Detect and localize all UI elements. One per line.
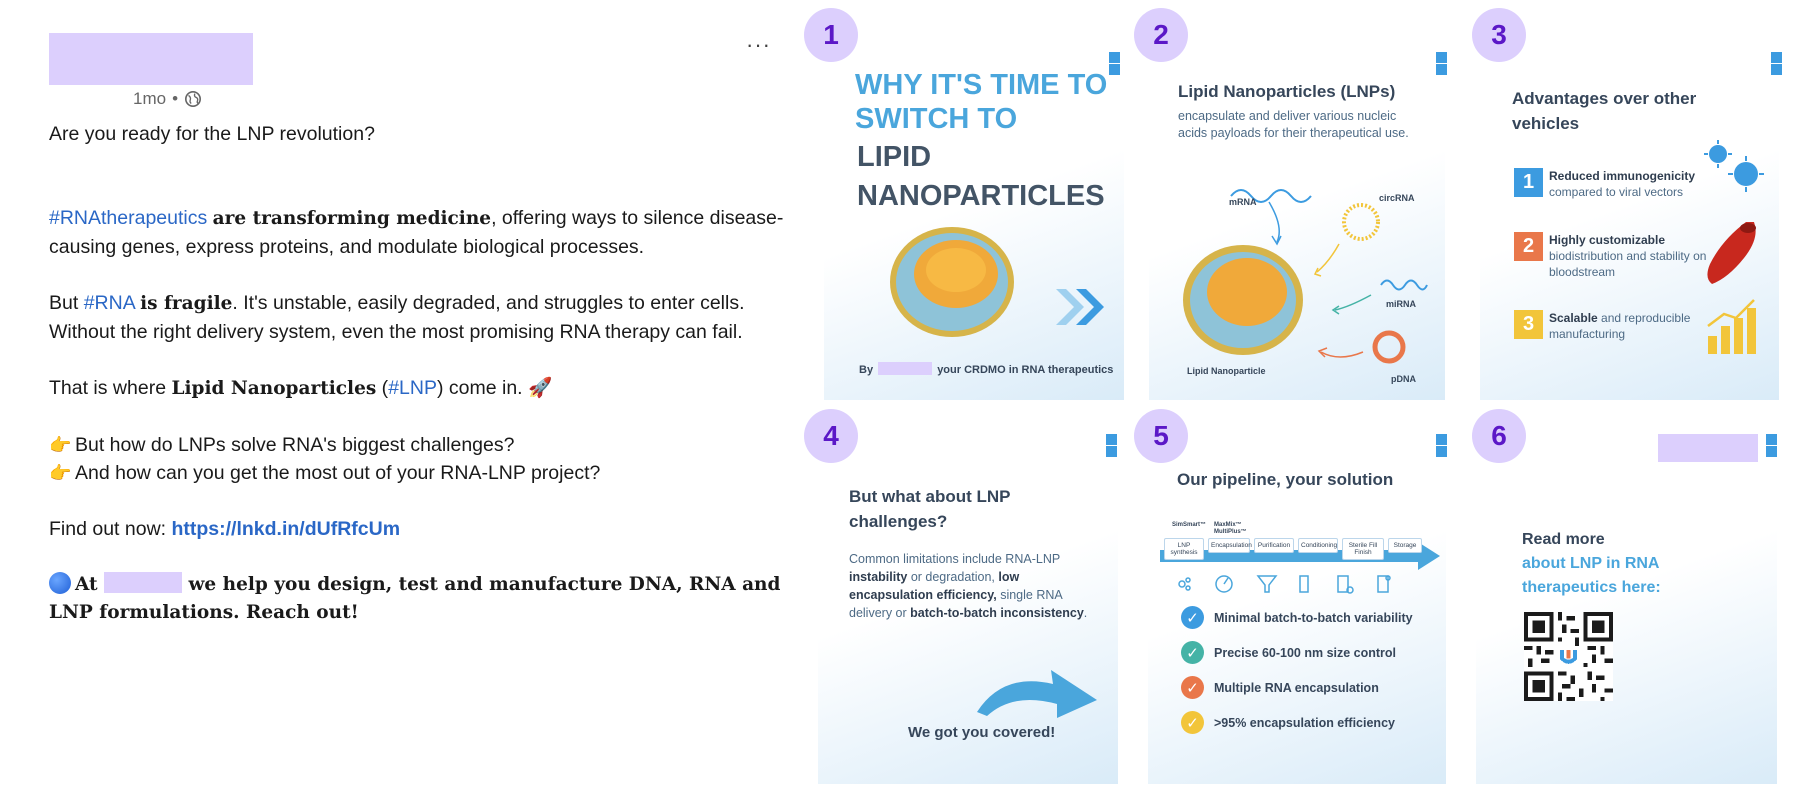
slide4-title: But what about LNP challenges? xyxy=(849,487,1011,531)
growth-chart-icon xyxy=(1706,296,1760,356)
post-body xyxy=(49,120,789,627)
pipeline-stage: Encapsulation xyxy=(1208,538,1250,553)
byline-suffix: your CRDMO in RNA therapeutics xyxy=(937,364,1114,376)
advantage-bold: Highly customizable xyxy=(1549,233,1666,247)
post-time: 1mo xyxy=(133,89,167,108)
slide4-description xyxy=(849,550,1094,622)
post-intro: Are you ready for the LNP revolution? xyxy=(49,123,375,145)
para3-bold: Lipid Nanoparticles xyxy=(171,378,377,399)
chevrons-right-icon xyxy=(1054,287,1109,327)
slide-number-5[interactable]: 5 xyxy=(1134,409,1188,463)
slide5-title: Our pipeline, your solution xyxy=(1177,470,1394,489)
check-icon: ✓ xyxy=(1181,676,1204,699)
para3-lead: That is where xyxy=(49,377,172,399)
corner-marker xyxy=(1436,434,1447,445)
check-icon: ✓ xyxy=(1181,606,1204,629)
label-circrna: circRNA xyxy=(1379,193,1415,203)
slide1-headline-navy: LIPID NANOPARTICLES xyxy=(857,141,1105,212)
corner-marker xyxy=(1766,446,1777,457)
slide3-title: Advantages over other vehicles xyxy=(1512,89,1697,133)
para1-text: , offering ways to silence disease-causing genes, express proteins, and modulate biological processes. xyxy=(49,207,784,258)
slide2-description: encapsulate and deliver various nucleic acids payloads for their therapeutical use. xyxy=(1178,109,1409,140)
para2-bold: is fragile xyxy=(140,293,233,314)
closing-at: At xyxy=(75,574,98,595)
carousel-slide-5[interactable] xyxy=(1148,430,1446,784)
post-find xyxy=(49,515,789,543)
advantage-number-badge: 2 xyxy=(1514,232,1543,261)
advantage-desc: and reproducible manufacturing xyxy=(1549,311,1691,341)
corner-marker xyxy=(1436,64,1447,75)
bullet1-text: But how do LNPs solve RNA's biggest challenges? xyxy=(75,434,515,456)
pipeline-check-row xyxy=(1181,606,1413,629)
curved-arrow-icon xyxy=(973,662,1103,722)
para3-open: ( xyxy=(376,377,389,399)
advantage-bold: Reduced immunogenicity xyxy=(1549,169,1696,183)
payload-arrows xyxy=(1149,52,1445,400)
pointing-hand-icon: 👉 xyxy=(49,463,72,483)
hashtag-rna[interactable]: #RNA xyxy=(83,292,135,314)
pipeline-stage: Storage xyxy=(1388,538,1422,553)
desc-bold: batch-to-batch inconsistency xyxy=(910,606,1084,620)
company-redacted xyxy=(104,572,182,593)
desc-part: Common limitations include RNA-LNP xyxy=(849,552,1060,566)
blue-circle-icon xyxy=(49,572,71,594)
slide4-covered: We got you covered! xyxy=(908,724,1056,741)
hashtag-lnp[interactable]: #LNP xyxy=(388,377,437,399)
post-closing xyxy=(49,571,789,627)
slide-number-6[interactable]: 6 xyxy=(1472,409,1526,463)
qr-code-icon[interactable] xyxy=(1524,612,1613,701)
slide6-read-more xyxy=(1522,528,1732,600)
corner-marker xyxy=(1109,52,1120,63)
more-options-button[interactable]: ··· xyxy=(746,32,771,57)
pipeline-stage: Sterile Fill Finish xyxy=(1342,538,1384,560)
check-text: Precise 60-100 nm size control xyxy=(1214,645,1397,660)
desc-bold: instability xyxy=(849,570,908,584)
corner-marker xyxy=(1106,434,1117,445)
para2-text: . It's unstable, easily degraded, and struggles to enter cells. Without the right delivery system, even the most promising RNA therapy can fail. xyxy=(49,292,745,343)
desc-bold: low encapsulation efficiency, xyxy=(849,570,1020,602)
label-mirna: miRNA xyxy=(1386,299,1417,309)
slide-number-4[interactable]: 4 xyxy=(804,409,858,463)
corner-marker xyxy=(1771,64,1782,75)
check-icon: ✓ xyxy=(1181,711,1204,734)
closing-text: we help you design, test and manufacture DNA, RNA and LNP formulations. Reach out! xyxy=(49,574,781,623)
logo-redacted xyxy=(1658,434,1758,462)
slide-number-2[interactable]: 2 xyxy=(1134,8,1188,62)
linkedin-post xyxy=(0,0,800,800)
check-icon: ✓ xyxy=(1181,641,1204,664)
carousel-slide-3[interactable] xyxy=(1480,52,1779,400)
byline-prefix: By xyxy=(859,364,874,376)
bullet2-text: And how can you get the most out of your RNA-LNP project? xyxy=(75,462,601,484)
para1-bold: are transforming medicine xyxy=(212,208,492,229)
virus-icon xyxy=(1698,136,1770,196)
slide-number-1[interactable]: 1 xyxy=(804,8,858,62)
globe-icon xyxy=(184,90,202,108)
advantage-desc: biodistribution and stability on bloodstream xyxy=(1549,249,1707,279)
pipeline-step-icons xyxy=(1172,572,1422,596)
advantage-number-badge: 3 xyxy=(1514,310,1543,339)
meta-separator: • xyxy=(172,89,179,108)
pipeline-stage: Purification xyxy=(1254,538,1294,553)
check-text: >95% encapsulation efficiency xyxy=(1214,715,1395,730)
pipeline-check-row xyxy=(1181,711,1395,734)
check-text: Multiple RNA encapsulation xyxy=(1214,680,1379,695)
carousel-slide-6[interactable] xyxy=(1476,430,1777,784)
label-mrna: mRNA xyxy=(1229,197,1257,207)
advantage-bold: Scalable xyxy=(1549,311,1598,325)
pipeline-check-row xyxy=(1181,641,1396,664)
pipeline-stage: Conditioning xyxy=(1298,538,1338,553)
desc-part: or degradation, xyxy=(907,570,999,584)
advantage-desc: compared to viral vectors xyxy=(1549,185,1684,199)
carousel-slide-4[interactable] xyxy=(818,430,1118,784)
pipeline-check-row xyxy=(1181,676,1379,699)
advantage-text xyxy=(1549,168,1695,200)
corner-marker xyxy=(1106,446,1117,457)
carousel-slide-1[interactable] xyxy=(824,52,1124,400)
advantage-text xyxy=(1549,232,1709,280)
check-text: Minimal batch-to-batch variability xyxy=(1214,610,1413,625)
pipeline-top-label: MaxMix™ MultiPlus™ xyxy=(1214,522,1247,535)
slide2-title: Lipid Nanoparticles (LNPs) xyxy=(1178,82,1396,101)
slide1-headline-blue: WHY IT'S TIME TO SWITCH TO xyxy=(855,69,1108,135)
slide-number-3[interactable]: 3 xyxy=(1472,8,1526,62)
lipid-nanoparticle-illustration xyxy=(884,222,1024,342)
corner-marker xyxy=(1766,434,1777,445)
post-para-1 xyxy=(49,204,789,261)
post-link[interactable]: https://lnkd.in/dUfRfcUm xyxy=(171,518,401,540)
pointing-hand-icon: 👉 xyxy=(49,435,72,455)
corner-marker xyxy=(1109,64,1120,75)
find-label: Find out now: xyxy=(49,518,172,540)
desc-part: single RNA delivery or xyxy=(849,588,1063,620)
para2-lead: But xyxy=(49,292,84,314)
post-para-3 xyxy=(49,374,789,403)
label-pdna: pDNA xyxy=(1391,374,1416,384)
pipeline-top-label: SimSmart™ xyxy=(1172,522,1207,528)
slide1-byline xyxy=(859,362,1113,376)
corner-marker xyxy=(1436,446,1447,457)
read-more-text: Read more xyxy=(1522,531,1605,548)
hashtag-rnatherapeutics[interactable]: #RNAtherapeutics xyxy=(49,207,208,229)
desc-part: . xyxy=(1083,606,1088,620)
advantage-number-badge: 1 xyxy=(1514,168,1543,197)
advantage-text xyxy=(1549,310,1709,342)
carousel-slide-2[interactable] xyxy=(1149,52,1445,400)
read-more-blue-text: about LNP in RNA therapeutics here: xyxy=(1522,555,1661,596)
post-bullet-1 xyxy=(49,431,789,459)
blood-vessel-icon xyxy=(1704,218,1760,288)
corner-marker xyxy=(1771,52,1782,63)
post-meta xyxy=(133,89,202,109)
post-bullet-2 xyxy=(49,459,789,487)
corner-marker xyxy=(1436,52,1447,63)
post-para-2 xyxy=(49,289,789,346)
para3-text: ) come in. 🚀 xyxy=(436,377,553,399)
author-redacted-block[interactable] xyxy=(49,33,253,85)
pipeline-stage: LNP synthesis xyxy=(1164,538,1204,560)
byline-redacted xyxy=(878,362,932,375)
label-lipid-nanoparticle: Lipid Nanoparticle xyxy=(1187,366,1266,376)
